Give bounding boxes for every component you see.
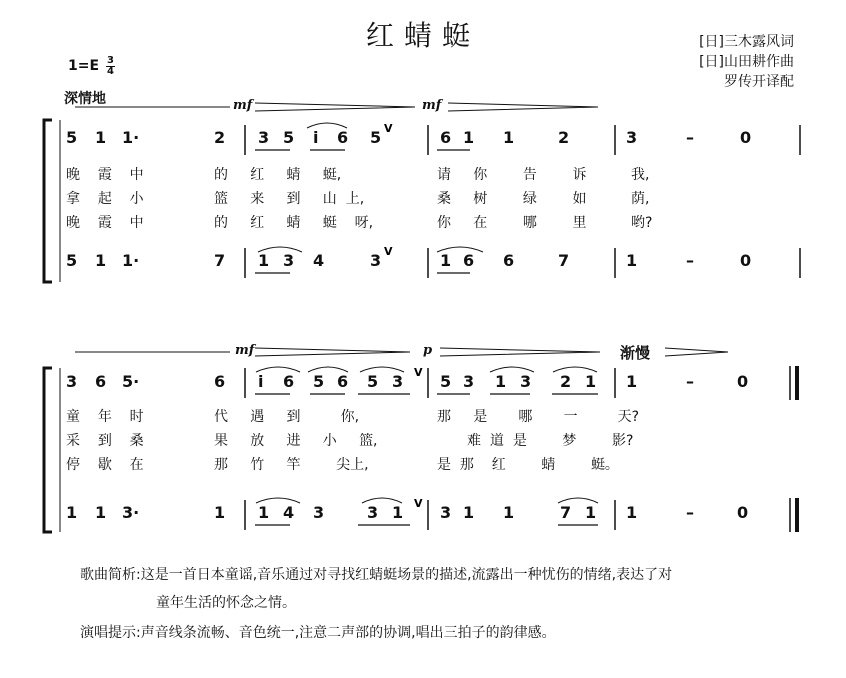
note: 3· <box>122 503 140 522</box>
note: 1· <box>122 251 140 270</box>
note: 1 <box>95 251 107 270</box>
svg-text:V: V <box>414 497 423 510</box>
note: 6 <box>283 372 295 391</box>
note: 7 <box>560 503 572 522</box>
tempo-change-mark: 渐慢 <box>620 344 651 362</box>
final-barlines <box>790 366 797 532</box>
note: 1 <box>495 372 507 391</box>
note: – <box>686 372 694 391</box>
dynamic-mf-2: mf <box>422 98 442 113</box>
analysis-line-2: 童年生活的怀念之情。 <box>156 595 296 611</box>
note: 6 <box>95 372 107 391</box>
note: 1 <box>626 372 638 391</box>
song-title: 红蜻蜓 <box>365 19 480 52</box>
note: 3 <box>392 372 404 391</box>
lyric-line-4: 童 年 时 <box>66 409 144 425</box>
analysis-label: 歌曲简析: <box>80 567 141 583</box>
note: 1 <box>463 128 475 147</box>
note: 1 <box>626 503 638 522</box>
note: 1 <box>214 503 226 522</box>
note: – <box>686 251 694 270</box>
note: 1 <box>95 503 107 522</box>
note: 3 <box>367 503 379 522</box>
note: 1 <box>585 503 597 522</box>
system2-breath-marks <box>414 366 423 510</box>
note: 6 <box>463 251 475 270</box>
svg-text:V: V <box>384 245 393 258</box>
note: 3 <box>66 372 78 391</box>
note: 5 <box>367 372 379 391</box>
note: 3 <box>258 128 270 147</box>
note: 0 <box>740 128 752 147</box>
system1-hairpins <box>75 103 598 111</box>
note: 1 <box>392 503 404 522</box>
note: – <box>686 503 694 522</box>
svg-text:V: V <box>384 122 393 135</box>
note: 0 <box>737 503 749 522</box>
note: 2 <box>560 372 572 391</box>
system1-bracket <box>44 120 52 282</box>
meter-top: 3 <box>107 55 114 66</box>
meter-bottom: 4 <box>107 66 114 77</box>
note: 3 <box>283 251 295 270</box>
note: i <box>313 128 319 147</box>
note: 5 <box>370 128 382 147</box>
lyric-line-6: 停 歇 在 <box>66 457 144 473</box>
tips-line <box>80 620 556 646</box>
system2-bracket <box>44 368 52 532</box>
note: 7 <box>558 251 570 270</box>
note: 4 <box>283 503 295 522</box>
note: 3 <box>370 251 382 270</box>
dynamic-p: p <box>423 343 433 358</box>
note: 5 <box>313 372 325 391</box>
tips-text: 声音线条流畅、音色统一,注意二声部的协调,唱出三拍子的韵律感。 <box>140 625 556 641</box>
note: i <box>258 372 264 391</box>
note: 1· <box>122 128 140 147</box>
lyricist-credit: [日]三木露风词 <box>699 34 794 50</box>
note: 3 <box>440 503 452 522</box>
note: 1 <box>503 128 515 147</box>
note: 1 <box>66 503 78 522</box>
note: 2 <box>214 128 226 147</box>
note: 6 <box>440 128 452 147</box>
tips-label: 演唱提示: <box>80 625 141 641</box>
system1-breath-marks <box>384 122 393 258</box>
dynamic-mf-1: mf <box>233 98 253 113</box>
lyric-line-1: 晚 霞 中 <box>66 167 144 183</box>
analysis-line-1 <box>80 562 672 588</box>
note: 1 <box>503 503 515 522</box>
note: 3 <box>313 503 325 522</box>
note: 5 <box>283 128 295 147</box>
note: 7 <box>214 251 226 270</box>
note: 3 <box>626 128 638 147</box>
lyric-line-5: 采 到 桑 <box>66 433 144 449</box>
translator-credit: 罗传开译配 <box>724 74 794 90</box>
lyric-line-2: 拿 起 小 <box>66 191 144 207</box>
dynamic-mf-3: mf <box>235 343 255 358</box>
note: 5 <box>66 251 78 270</box>
analysis-text: 这是一首日本童谣,音乐通过对寻找红蜻蜓场景的描述,流露出一种忧伤的情绪,表达了对 <box>140 567 673 583</box>
note: – <box>686 128 694 147</box>
note: 0 <box>740 251 752 270</box>
note: 2 <box>558 128 570 147</box>
composer-credit: [日]山田耕作曲 <box>699 54 794 70</box>
tempo-marking: 深情地 <box>64 91 106 107</box>
note: 1 <box>258 251 270 270</box>
note: 5 <box>66 128 78 147</box>
svg-text:V: V <box>414 366 423 379</box>
note: 6 <box>214 372 226 391</box>
note: 0 <box>737 372 749 391</box>
note: 5 <box>440 372 452 391</box>
note: 1 <box>95 128 107 147</box>
note: 6 <box>503 251 515 270</box>
note: 1 <box>585 372 597 391</box>
note: 3 <box>463 372 475 391</box>
note: 6 <box>337 372 349 391</box>
note: 3 <box>520 372 532 391</box>
note: 1 <box>463 503 475 522</box>
key-signature: 1=E <box>68 58 100 74</box>
note: 5· <box>122 372 140 391</box>
lyric-line-3: 晚 霞 中 <box>66 215 144 231</box>
note: 1 <box>440 251 452 270</box>
note: 4 <box>313 251 325 270</box>
note: 1 <box>258 503 270 522</box>
note: 6 <box>337 128 349 147</box>
note: 1 <box>626 251 638 270</box>
